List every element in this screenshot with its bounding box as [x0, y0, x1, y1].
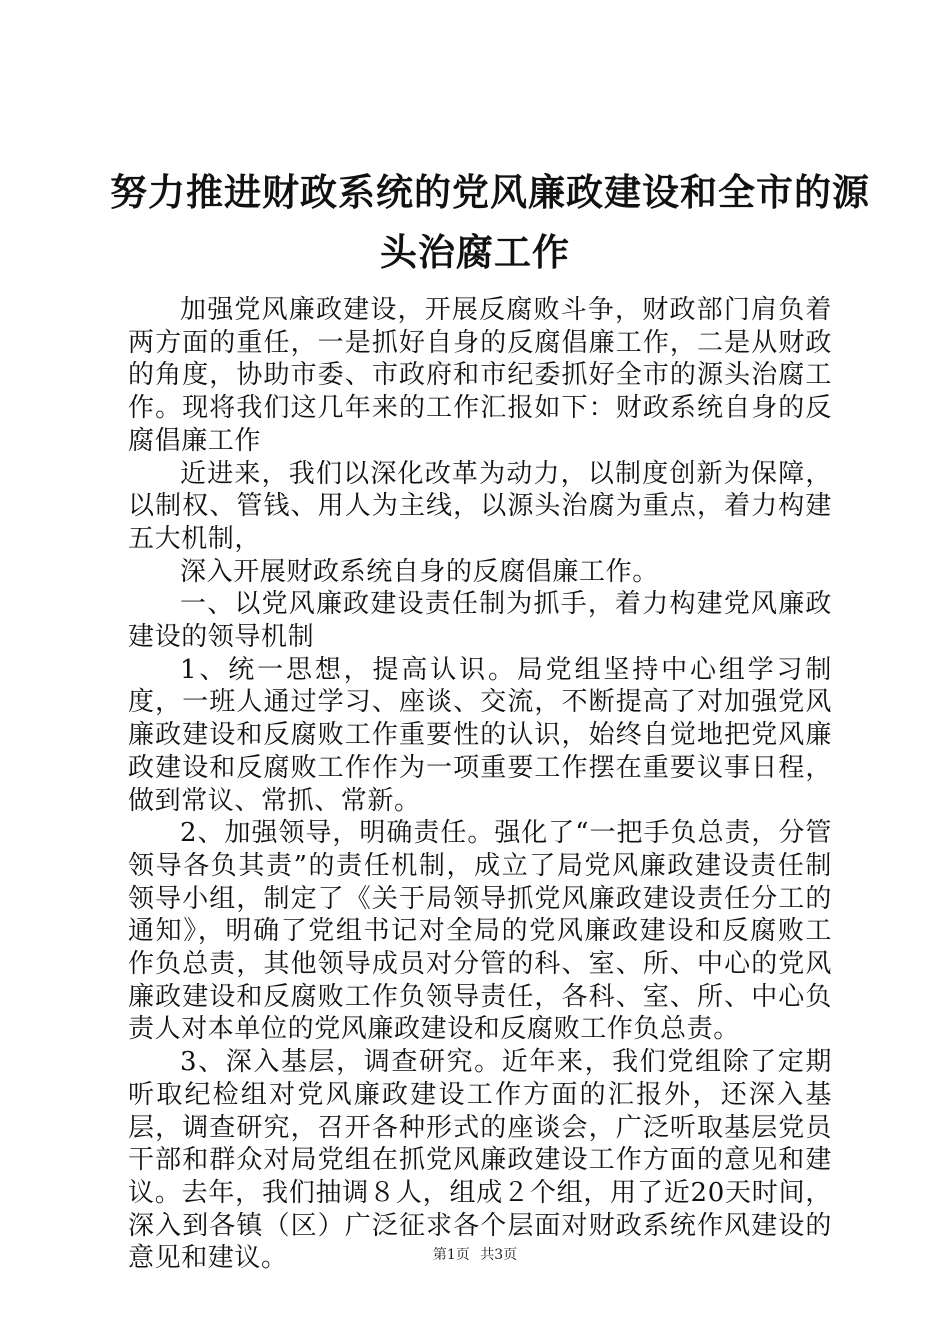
- paragraph-item-2: 2、加强领导，明确责任。强化了“一把手负总责，分管领导各负其责”的责任机制，成立了局党风廉政建设责任制领导小组，制定了《关于局领导抓党风廉政建设责任分工的通知》，明确了党组书记对全局的党风廉政建设和反腐败工作负总责，其他领导成员对分管的科、室、所、中心的党风廉政建设和反腐败工作负领导责任，各科、室、所、中心负责人对本单位的党风廉政建设和反腐败工作负总责。: [128, 818, 832, 1045]
- title-line-1: 努力推进财政系统的党风廉政建设和全市的源: [110, 171, 870, 214]
- paragraph-lead: 深入开展财政系统自身的反腐倡廉工作。: [180, 556, 659, 587]
- paragraph-overview: 近进来，我们以深化改革为动力，以制度创新为保障，以制权、管钱、用人为主线，以源头治腐为重点，着力构建五大机制，: [128, 458, 832, 554]
- title-line-2: 头治腐工作: [380, 231, 570, 274]
- page-footer: [0, 1245, 950, 1265]
- page-total: 共3页: [480, 1247, 518, 1263]
- paragraph-item-3: 3、深入基层，调查研究。近年来，我们党组除了定期听取纪检组对党风廉政建设工作方面的汇报外，还深入基层，调查研究，召开各种形式的座谈会，广泛听取基层党员干部和群众对局党组在抓党风廉政建设工作方面的意见和建议。去年，我们抽调８人，组成２个组，用了近20天时间，深入到各镇（区）广泛征求各个层面对财政系统作风建设的意见和建议。: [128, 1047, 832, 1274]
- paragraph-item-1: 1、统一思想，提高认识。局党组坚持中心组学习制度，一班人通过学习、座谈、交流，不断提高了对加强党风廉政建设和反腐败工作重要性的认识，始终自觉地把党风廉政建设和反腐败工作作为一项重要工作摆在重要议事日程，做到常议、常抓、常新。: [128, 654, 832, 816]
- document-title: [110, 163, 870, 283]
- section-heading-1: 一、以党风廉政建设责任制为抓手，着力构建党风廉政建设的领导机制: [128, 589, 832, 653]
- paragraph-intro: 加强党风廉政建设，开展反腐败斗争，财政部门肩负着两方面的重任，一是抓好自身的反腐倡廉工作，二是从财政的角度，协助市委、市政府和市纪委抓好全市的源头治腐工作。现将我们这几年来的工作汇报如下：财政系统自身的反腐倡廉工作: [128, 295, 832, 456]
- document-body: [128, 294, 832, 1275]
- page-number: 第1页: [432, 1247, 470, 1263]
